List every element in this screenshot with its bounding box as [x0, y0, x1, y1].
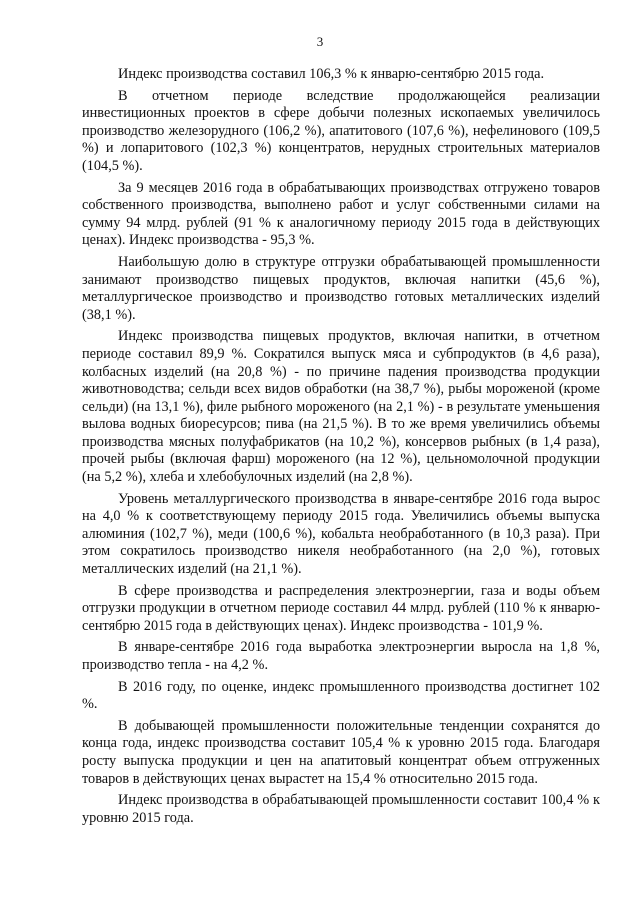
paragraph: В 2016 году, по оценке, индекс промышленного производства достигнет 102 %. — [82, 678, 600, 713]
paragraph: За 9 месяцев 2016 года в обрабатывающих производствах отгружено товаров собственного производства, выполнено работ и услуг собственными силами на сумму 94 млрд. рублей (91 % к аналогичному периоду 2015 года в действующих ценах). Индекс производства - 95,3 %. — [82, 179, 600, 249]
document-body — [82, 66, 600, 831]
paragraph: В добывающей промышленности положительные тенденции сохранятся до конца года, индекс производства составит 105,4 % к уровню 2015 года. Благодаря росту выпуска продукции и цен на апатитовый концентрат объем отгруженных товаров в действующих ценах вырастет на 15,4 % относительно 2015 года. — [82, 717, 600, 787]
paragraph: В январе-сентябре 2016 года выработка электроэнергии выросла на 1,8 %, производство тепла - на 4,2 %. — [82, 639, 600, 673]
paragraph: Наибольшую долю в структуре отгрузки обрабатывающей промышленности занимают производство пищевых продуктов, включая напитки (45,6 %), металлургическое производство и производство готовых металлических изделий (38,1 %). — [82, 253, 600, 323]
paragraph: Уровень металлургического производства в январе-сентябре 2016 года вырос на 4,0 % к соответствующему периоду 2015 года. Увеличились объемы выпуска алюминия (102,7 %), меди (100,6 %), кобальта необработанного (в 10,3 раза). При этом сократилось производство никеля необработанного (на 2,0 %), готовых металлических изделий (на 21,1 %). — [82, 490, 600, 578]
page-number: 3 — [316, 34, 324, 49]
paragraph: Индекс производства в обрабатывающей промышленности составит 100,4 % к уровню 2015 года. — [82, 792, 600, 826]
paragraph: В отчетном периоде вследствие продолжающейся реализации инвестиционных проектов в сфере добычи полезных ископаемых увеличилось производство железорудного (106,2 %), апатитового (107,6 %), нефелинового (109,5 %) и лопаритового (102,3 %) концентратов, нерудных строительных материалов (104,5 %). — [82, 87, 600, 174]
paragraph: Индекс производства пищевых продуктов, включая напитки, в отчетном периоде составил 89,9 %. Сократился выпуск мяса и субпродуктов (в 4,6 раза), колбасных изделий (на 20,8 %) - по причине падения производства продукции животноводства; сельди всех видов обработки (на 38,7 %), рыбы мороженой (кроме сельди) (на 13,1 %), филе рыбного мороженого (на 2,1 %) - в результате уменьшения вылова водных биоресурсов; пива (на 21,5 %). В то же время увеличились объемы производства мясных полуфабрикатов (на 10,2 %), консервов рыбных (в 1,4 раза), прочей рыбы (включая фарш) мороженого (на 12 %), цельномолочной продукции (на 5,2 %), хлеба и хлебобулочных изделий (на 2,8 %). — [82, 328, 600, 486]
paragraph: В сфере производства и распределения электроэнергии, газа и воды объем отгрузки продукции в отчетном периоде составил 44 млрд. рублей (110 % к январю-сентябрю 2015 года в действующих ценах). Индекс производства - 101,9 %. — [82, 582, 600, 634]
paragraph: Индекс производства составил 106,3 % к январю-сентябрю 2015 года. — [118, 66, 545, 82]
